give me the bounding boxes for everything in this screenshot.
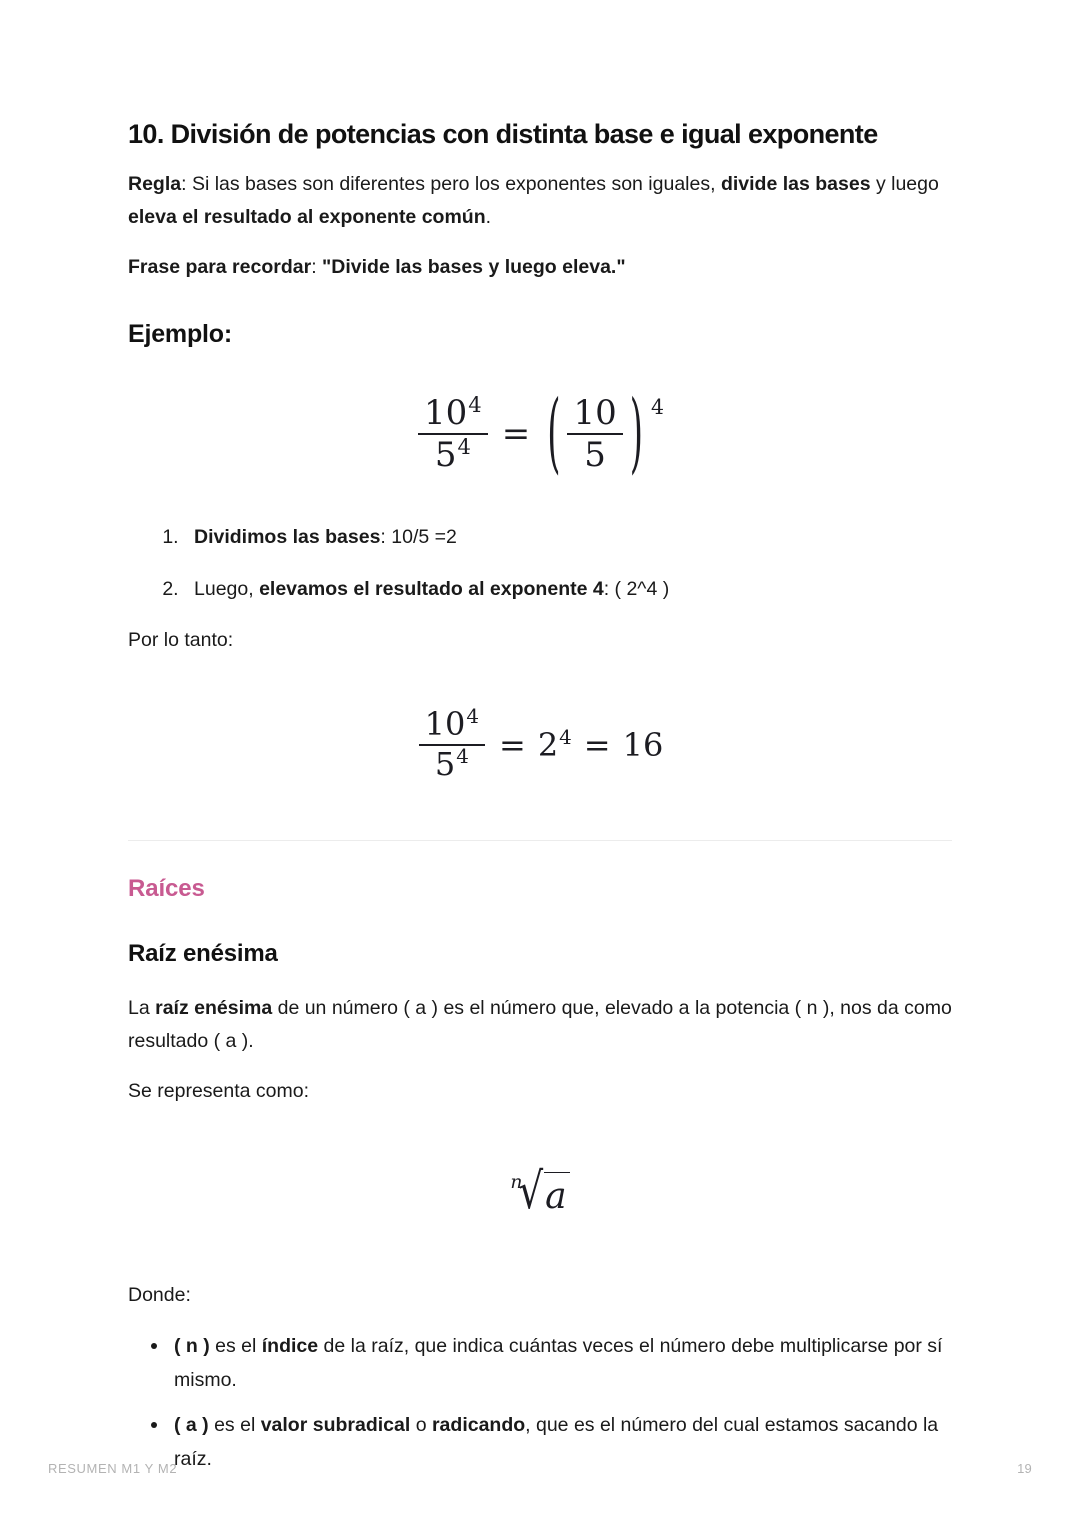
inner-numerator: 10 <box>573 393 617 434</box>
page-footer <box>48 1461 1032 1476</box>
denominator-exponent: 4 <box>456 745 469 769</box>
list-item <box>184 521 952 555</box>
page-content <box>128 118 952 1488</box>
result-base: 2 <box>537 725 559 764</box>
rule-text-3: . <box>485 206 492 229</box>
paren-open: ( <box>547 383 561 486</box>
formula-nth-root <box>128 1151 952 1237</box>
step-2-lead: Luego, <box>194 577 260 600</box>
fraction-numerator <box>419 706 485 744</box>
radical-expression <box>510 1161 569 1220</box>
formula-2-expression <box>417 706 664 784</box>
list-item <box>184 573 952 607</box>
inner-denominator: 5 <box>584 435 606 476</box>
radicand: a <box>545 1175 567 1217</box>
definition-2-mid-2: o <box>410 1414 432 1437</box>
definition-1-rest: de la raíz, que indica cuántas veces el número debe multiplicarse por sí mismo. <box>174 1335 943 1391</box>
definition-2-term: ( a ) <box>174 1414 209 1437</box>
rule-paragraph <box>128 168 952 235</box>
section-title: 10. División de potencias con distinta base e igual exponente <box>128 119 878 149</box>
definition-1-term: ( n ) <box>174 1335 210 1358</box>
represented-as-text: Se representa como: <box>128 1080 310 1102</box>
nth-root-text-1: La <box>128 996 156 1019</box>
fraction-denominator <box>429 435 477 475</box>
definition-1-bold-1: índice <box>261 1335 319 1358</box>
definition-2-rest: , que es el número del cual estamos sacando la raíz. <box>174 1414 939 1470</box>
fraction-denominator <box>429 746 475 784</box>
radical-index: n <box>510 1171 523 1193</box>
numerator-base: 10 <box>424 393 468 434</box>
definition-2-bold-1: valor subradical <box>260 1414 411 1437</box>
equals-sign-2: = <box>583 725 611 764</box>
result-power <box>538 726 572 764</box>
definition-2-mid-1: es el <box>208 1414 261 1437</box>
rule-text-2: y luego <box>870 172 939 195</box>
parenthesized-group <box>542 383 664 486</box>
fraction-ten-over-five <box>418 393 488 475</box>
step-2-rest: : ( 2^4 ) <box>603 577 670 600</box>
definition-1-mid-1: es el <box>209 1335 262 1358</box>
formula-1-expression <box>416 383 664 486</box>
nth-root-bold-1: raíz enésima <box>155 996 273 1019</box>
roots-heading: Raíces <box>128 874 205 902</box>
fraction-ten-over-five-2 <box>419 706 485 784</box>
footer-document-name: RESUMEN M1 Y M2 <box>48 1461 178 1476</box>
definition-2-bold-2: radicando <box>431 1414 526 1437</box>
list-item <box>174 1330 952 1397</box>
numerator-exponent: 4 <box>468 391 482 417</box>
denominator-base: 5 <box>434 435 457 476</box>
footer-page-number: 19 <box>1017 1461 1032 1476</box>
equals-sign-1: = <box>499 725 526 764</box>
where-label: Donde: <box>128 1283 191 1306</box>
formula-division-result <box>128 704 952 786</box>
paren-close: ) <box>629 383 643 486</box>
nth-root-heading: Raíz enésima <box>128 939 278 967</box>
equals-sign: = <box>501 414 531 455</box>
numerator-base: 10 <box>424 705 466 744</box>
nth-root-text-2: de un número ( a ) es el número que, elevado a la potencia ( n ), nos da como resultado ( a ). <box>128 996 952 1053</box>
result-exponent: 4 <box>559 726 572 750</box>
inner-fraction <box>567 393 622 475</box>
therefore-text: Por lo tanto: <box>128 629 234 652</box>
fraction-numerator <box>418 393 488 433</box>
denominator-base: 5 <box>434 744 456 783</box>
rule-text-1: : Si las bases son diferentes pero los exponentes son iguales, <box>181 172 721 195</box>
phrase-quote: "Divide las bases y luego eleva." <box>322 255 626 278</box>
rule-label: Regla <box>128 172 182 195</box>
final-value: 16 <box>622 725 664 764</box>
example-heading: Ejemplo: <box>128 320 232 349</box>
phrase-separator: : <box>311 255 323 278</box>
formula-division-identity <box>128 383 952 486</box>
rule-bold-2: eleva el resultado al exponente común <box>128 206 486 229</box>
phrase-paragraph <box>128 251 952 285</box>
numerator-exponent: 4 <box>466 705 479 729</box>
definitions-list <box>128 1330 952 1476</box>
step-1-bold: Dividimos las bases <box>194 526 381 549</box>
section-divider <box>128 840 952 841</box>
denominator-exponent: 4 <box>457 434 471 460</box>
outer-exponent: 4 <box>651 395 664 420</box>
nth-root-paragraph <box>128 992 952 1059</box>
steps-list <box>128 521 952 606</box>
phrase-label: Frase para recordar <box>128 255 312 278</box>
rule-bold-1: divide las bases <box>720 172 871 195</box>
radicand-wrapper <box>544 1171 569 1217</box>
radical-glyph: √ <box>518 1161 544 1220</box>
step-2-bold: elevamos el resultado al exponente 4 <box>259 577 604 600</box>
step-1-rest: : 10/5 =2 <box>380 526 457 549</box>
